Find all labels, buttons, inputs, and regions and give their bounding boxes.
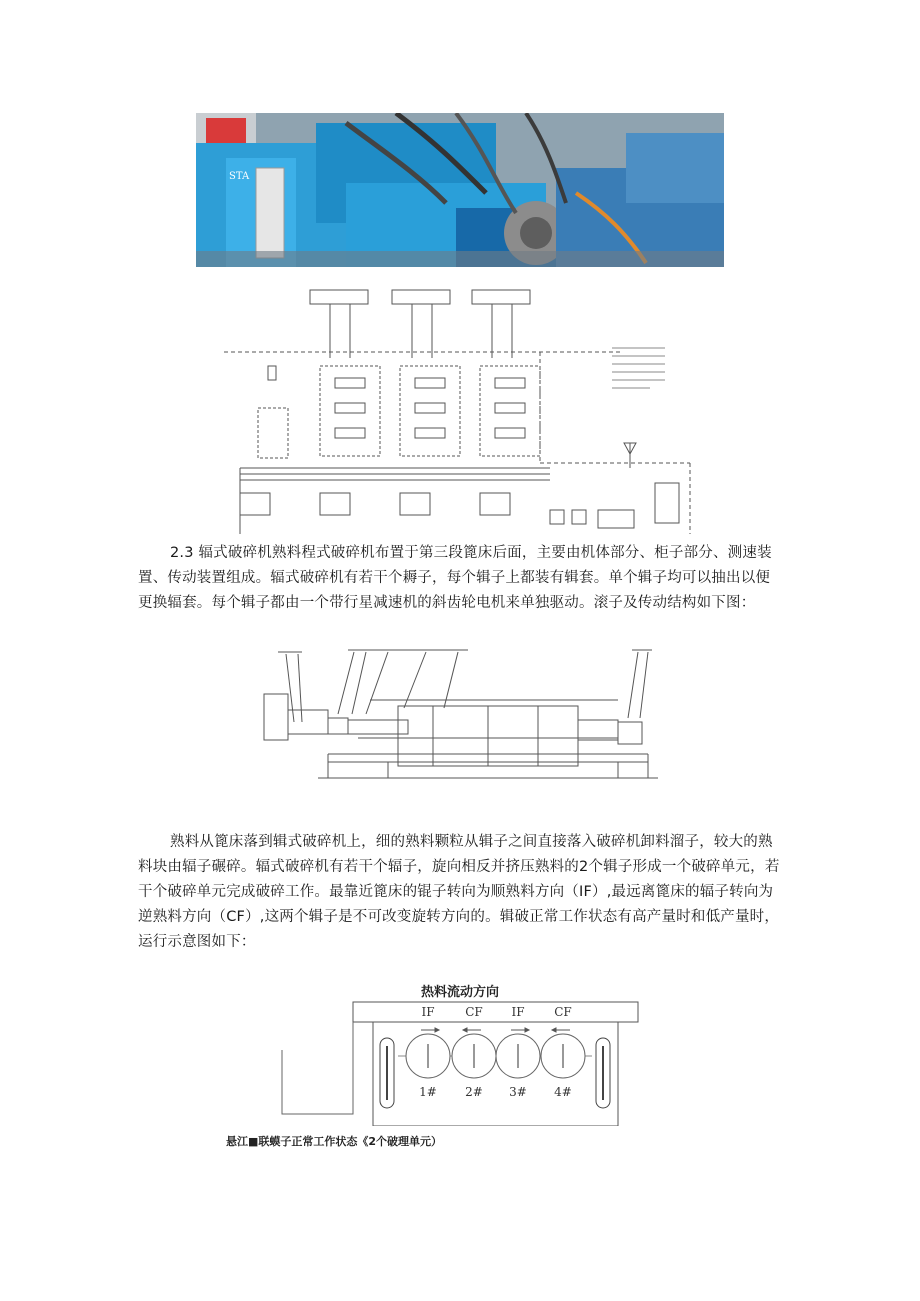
paragraph-crushing-process: 熟料从篦床落到辑式破碎机上，细的熟料颗粒从辑子之间直接落入破碎机卸料溜子，较大的熟料块由辐子碾碎。辐式破碎机有若干个辐子，旋向相反并挤压熟料的2个辑子形成一个破碎单元，若干个破碎单元完成破碎工作。最靠近篦床的锟子转向为顺熟料方向（IF）,最远离篦床的辐子转向为逆熟料方向（CF）,这两个辑子是不可改变旋转方向的。辑破正常工作状态有高产量时和低产量时，运行示意图如下： — [138, 834, 780, 950]
direction-label-3: IF — [511, 1005, 525, 1019]
roller-drive-drawing — [258, 648, 662, 786]
roller-label-3: 3# — [509, 1085, 527, 1099]
svg-text:STA: STA — [229, 171, 250, 182]
direction-label-2: CF — [465, 1005, 483, 1019]
direction-label-4: CF — [554, 1005, 572, 1019]
figure-caption: 悬江■联蟆子正常工作状态《2个破理单元） — [226, 1135, 443, 1148]
roller-label-1: 1# — [419, 1085, 437, 1099]
rotation-arrow-1 — [421, 1028, 439, 1032]
hydraulic-schematic — [220, 278, 700, 536]
rotation-arrow-3 — [511, 1028, 529, 1032]
roller-flow-diagram — [280, 980, 644, 1126]
rotation-arrow-4 — [552, 1028, 570, 1032]
paragraph-roller-crusher-intro: 2.3 辐式破碎机熟料程式破碎机布置于第三段篦床后面，主要由机体部分、柜子部分、测速装置、传动装置组成。辐式破碎机有若干个耨子，每个辑子上都装有辑套。单个辑子均可以抽出以便更换辐套。每个辑子都由一个带行星减速机的斜齿轮电机来单独驱动。滚子及传动结构如下图： — [138, 545, 772, 611]
direction-label-1: IF — [421, 1005, 435, 1019]
roller-label-4: 4# — [554, 1085, 572, 1099]
roller-label-2: 2# — [465, 1085, 483, 1099]
rotation-arrow-2 — [463, 1028, 481, 1032]
hydraulic-station-photo — [196, 113, 724, 267]
flow-direction-title: 热料流动方向 — [420, 985, 500, 1000]
